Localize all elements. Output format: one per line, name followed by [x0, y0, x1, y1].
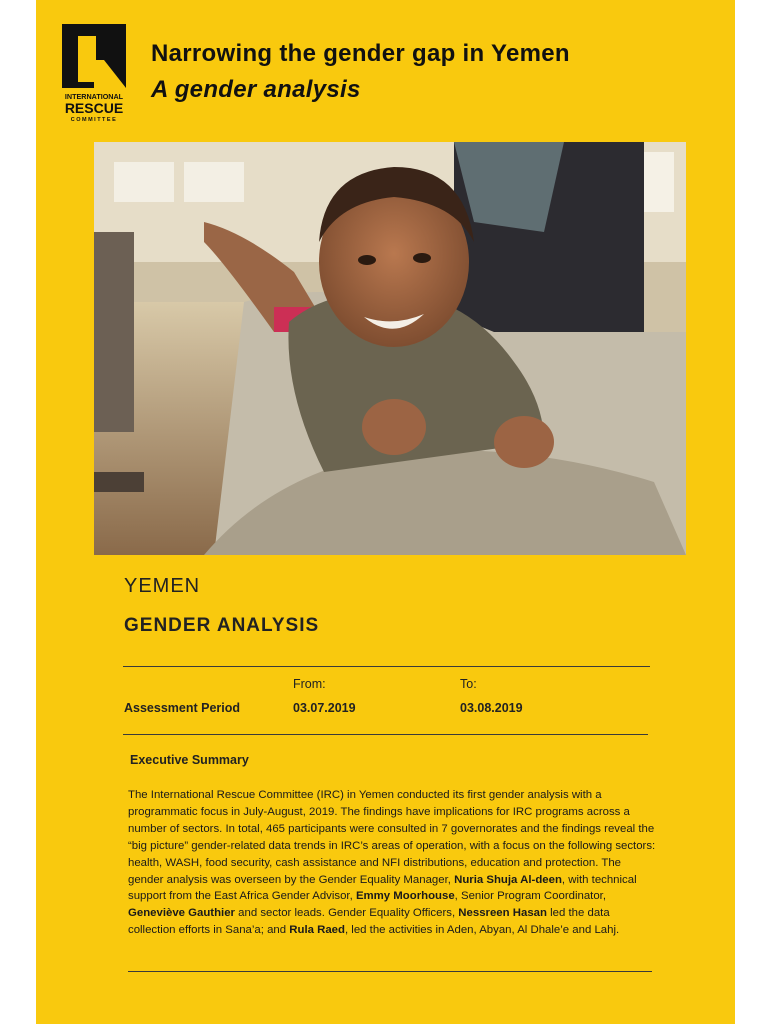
logo-line2: RESCUE	[64, 100, 124, 116]
divider-top	[123, 666, 650, 667]
person-name: Nessreen Hasan	[458, 907, 547, 920]
logo-line3: COMMITTEE	[70, 117, 118, 123]
person-name: Geneviève Gauthier	[128, 907, 235, 920]
country-heading: YEMEN	[124, 575, 201, 597]
person-name: Nuria Shuja Al-deen	[454, 873, 562, 886]
from-date: 03.07.2019	[293, 701, 356, 715]
divider-bottom	[128, 971, 652, 972]
executive-summary-text: The International Rescue Committee (IRC) in Yemen conducted its first gender analysis with a programmatic focus in July-August, 2019. The findings have implications for IRC programs across a number of sectors. In total, 465 participants were consulted in 7 governorates and the findings reveal the “big picture” gender-related data trends in IRC’s areas of operation, with a focus on the following sectors: health, WASH, food security, cash assistance and NFI distributions, education and protection. The gender analysis was overseen by the Gender Equality Manager, Nuria Shuja Al-deen, with technical support from the East Africa Gender Advisor, Emmy Moorhouse, Senior Program Coordinator, Geneviève Gauthier and sector leads. Gender Equality Officers, Nessreen Hasan led the data collection efforts in Sana’a; and Rula Raed, led the activities in Aden, Abyan, Al Dhale’e and Lahj.	[128, 789, 656, 937]
assessment-period-label: Assessment Period	[124, 701, 241, 715]
person-name: Emmy Moorhouse	[355, 890, 455, 903]
from-label: From:	[293, 677, 326, 691]
person-name: Rula Raed	[289, 924, 345, 937]
irc-logo	[56, 14, 136, 126]
cover-photo	[94, 142, 686, 555]
cover-page	[36, 0, 735, 1024]
executive-summary-heading: Executive Summary	[130, 753, 249, 767]
divider-middle	[123, 734, 648, 735]
report-type-heading: GENDER ANALYSIS	[124, 615, 320, 636]
to-label: To:	[460, 677, 477, 691]
page-subtitle: A gender analysis	[151, 76, 361, 103]
to-date: 03.08.2019	[460, 701, 523, 715]
logo-line1: INTERNATIONAL	[64, 92, 124, 101]
page-title: Narrowing the gender gap in Yemen	[151, 40, 570, 67]
